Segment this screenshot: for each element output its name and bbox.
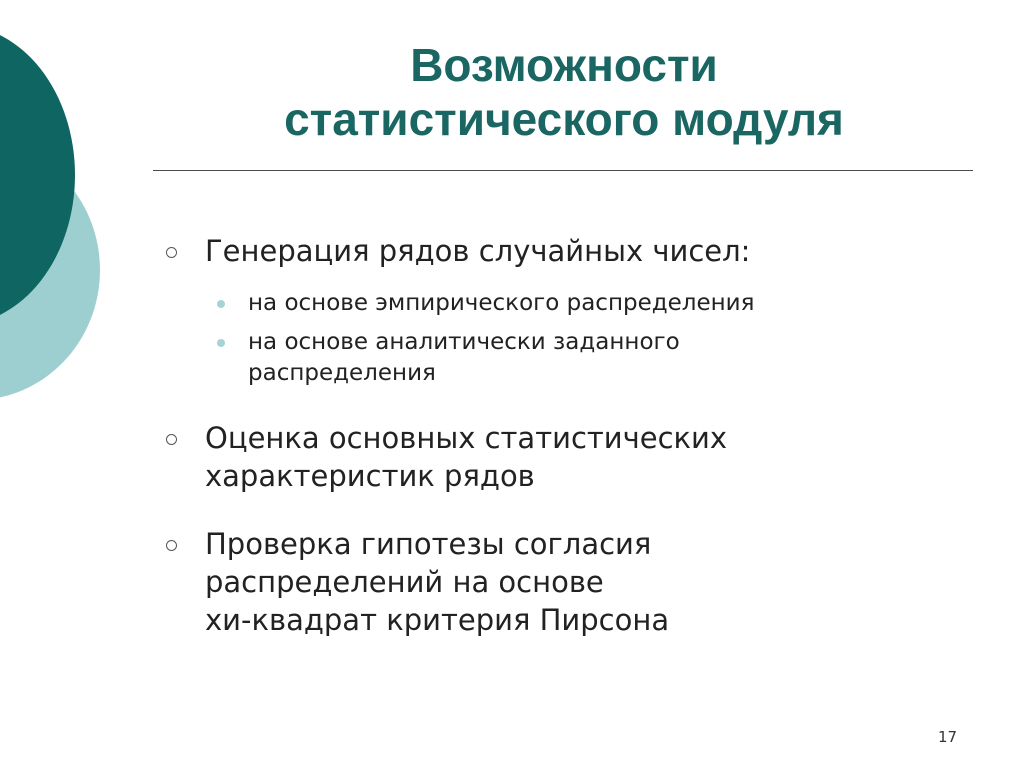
bullet-text-line: характеристик рядов — [205, 459, 535, 493]
sub-bullet-text-line: на основе эмпирического распределения — [248, 290, 755, 316]
dot-bullet-icon — [217, 300, 225, 308]
ring-bullet-icon — [166, 540, 177, 551]
sub-bullet-item-analytic — [205, 327, 960, 389]
bullet-list — [160, 232, 960, 639]
title-divider — [153, 170, 973, 171]
slide-title-line-1: Возможности — [410, 39, 718, 91]
bullet-text-line: Проверка гипотезы согласия — [205, 527, 652, 561]
slide-title-line-2: статистического модуля — [284, 93, 844, 145]
page-number: 17 — [938, 728, 958, 746]
bullet-item-estimation — [160, 419, 960, 495]
bullet-text-line: хи-квадрат критерия Пирсона — [205, 603, 670, 637]
slide-title — [155, 38, 973, 146]
sub-bullet-text-line: распределения — [248, 360, 436, 386]
bullet-item-generation — [160, 232, 960, 270]
ring-bullet-icon — [166, 247, 177, 258]
bullet-text-line: Оценка основных статистических — [205, 421, 728, 455]
bullet-text-line: распределений на основе — [205, 565, 604, 599]
bullet-text-line: Генерация рядов случайных чисел: — [205, 234, 751, 268]
bullet-item-hypothesis — [160, 525, 960, 639]
sub-bullet-item-empirical — [205, 288, 960, 319]
sub-bullet-text-line: на основе аналитически заданного — [248, 329, 680, 355]
dot-bullet-icon — [217, 339, 225, 347]
ring-bullet-icon — [166, 434, 177, 445]
